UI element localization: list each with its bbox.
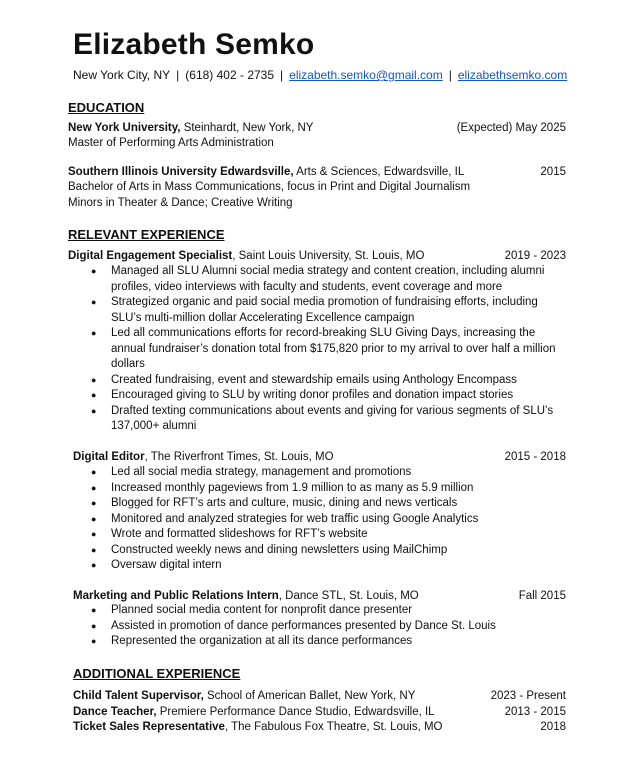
additional-item [73,705,435,720]
website-link[interactable]: elizabethsemko.com [457,68,568,82]
bullet-item: ● Managed all SLU Alumni social media strategy and content creation, including alumni profiles, video interviews with faculty and students, event coverage and more [89,264,569,295]
job-date: 2019 - 2023 [504,250,566,262]
job-org: , Dance STL, St. Louis, MO [278,590,419,602]
education-entry-nyu [68,121,313,136]
education-date: 2015 [540,166,566,178]
bullet-item: ● Constructed weekly news and dining newsletters using MailChimp [89,543,569,559]
job-date: 2023 - Present [490,690,566,702]
job-org: School of American Ballet, New York, NY [203,690,416,702]
education-date: (Expected) May 2025 [456,122,566,134]
bullet-item: ● Increased monthly pageviews from 1.9 million to as many as 5.9 million [89,481,569,497]
job-role: Digital Editor [73,451,145,463]
email-link[interactable]: elizabeth.semko@gmail.com [289,68,443,82]
additional-experience-heading: ADDITIONAL EXPERIENCE [73,666,241,681]
school-name: New York University, [68,122,181,134]
bullet-item: ● Monitored and analyzed strategies for web traffic using Google Analytics [89,512,569,528]
job-org: Premiere Performance Dance Studio, Edwardsville, IL [156,706,435,718]
job-bullets [89,603,569,650]
degree-line: Bachelor of Arts in Mass Communications, focus in Print and Digital Journalism [68,181,471,193]
bullet-item: ● Created fundraising, event and stewardship emails using Anthology Encompass [89,373,569,389]
job-date: 2015 - 2018 [504,451,566,463]
job-role: Marketing and Public Relations Intern [73,590,279,602]
location-text: New York City, NY [73,68,171,82]
bullet-item: ● Encouraged giving to SLU by writing donor profiles and donation impact stories [89,388,569,404]
bullet-item: ● Represented the organization at all its dance performances [89,634,569,650]
degree-line: Master of Performing Arts Administration [68,137,274,149]
degree-line: Minors in Theater & Dance; Creative Writing [68,197,293,209]
job-date: 2018 [540,721,566,733]
bullet-item: ● Blogged for RFT’s arts and culture, music, dining and news verticals [89,496,569,512]
relevant-experience-heading: RELEVANT EXPERIENCE [68,227,225,242]
job-org: , The Fabulous Fox Theatre, St. Louis, MO [224,721,443,733]
education-entry-siue [68,165,464,180]
school-name: Southern Illinois University Edwardsville, [68,166,294,178]
education-heading: EDUCATION [68,100,145,115]
job-bullets [89,264,569,435]
bullet-item: ● Oversaw digital intern [89,558,569,574]
additional-item [73,689,415,704]
bullet-item: ● Strategized organic and paid social media promotion of fundraising efforts, including SLU’s multi-million dollar Accelerating Excellence campaign [89,295,569,326]
job-date: Fall 2015 [518,590,566,602]
bullet-item: ● Led all communications efforts for record-breaking SLU Giving Days, increasing the annual fundraiser’s donation total from $175,820 prior to my arrival to over half a million dollars [89,326,569,373]
job-date: 2013 - 2015 [504,706,566,718]
additional-item [73,720,442,735]
job-role: Child Talent Supervisor, [73,690,204,702]
job-title-line [73,450,334,465]
bullet-item: ● Wrote and formatted slideshows for RFT’s website [89,527,569,543]
school-detail: Arts & Sciences, Edwardsville, IL [293,166,465,178]
job-role: Digital Engagement Specialist [68,250,233,262]
contact-line [73,68,567,82]
job-title-line [73,589,419,604]
separator: | [176,68,180,82]
phone-text: (618) 402 - 2735 [185,68,275,82]
school-detail: Steinhardt, New York, NY [180,122,314,134]
bullet-item: ● Led all social media strategy, management and promotions [89,465,569,481]
job-bullets [89,465,569,574]
job-org: , The Riverfront Times, St. Louis, MO [144,451,334,463]
separator: | [448,68,452,82]
bullet-item: ● Drafted texting communications about events and giving for various segments of SLU’s 137,000+ alumni [89,404,569,435]
bullet-item: ● Planned social media content for nonprofit dance presenter [89,603,569,619]
job-role: Dance Teacher, [73,706,157,718]
separator: | [280,68,284,82]
resume-name: Elizabeth Semko [73,28,315,61]
bullet-item: ● Assisted in promotion of dance performances presented by Dance St. Louis [89,619,569,635]
job-org: , Saint Louis University, St. Louis, MO [232,250,425,262]
job-title-line [68,249,424,264]
job-role: Ticket Sales Representative [73,721,225,733]
